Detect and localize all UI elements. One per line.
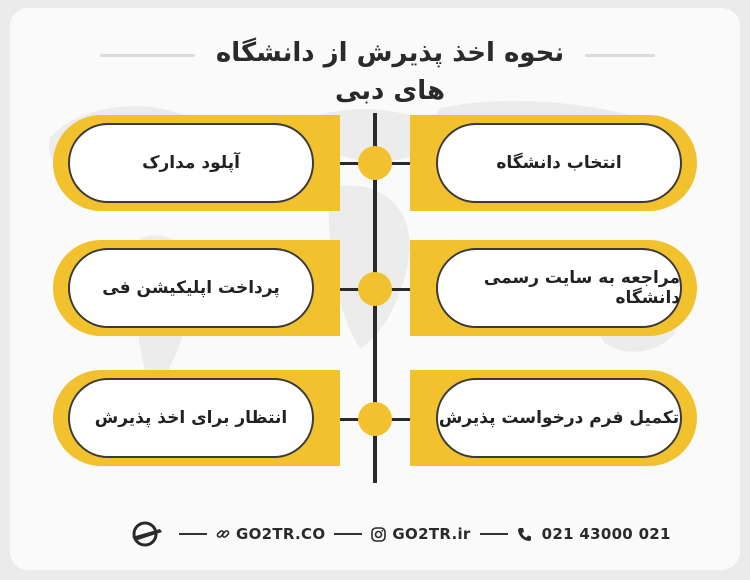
footer-separator-3 (480, 533, 508, 535)
step-right-1 (436, 123, 682, 203)
step-right-3 (436, 378, 682, 458)
link-icon (216, 527, 230, 541)
step-left-1 (68, 123, 314, 203)
infographic-card (10, 8, 740, 570)
step-left-3 (68, 378, 314, 458)
timeline-dot-1 (358, 146, 392, 180)
timeline-dot-3 (358, 402, 392, 436)
footer-phone[interactable]: 021 43000 021 (541, 525, 671, 543)
instagram-icon (371, 527, 386, 542)
title-line-left (100, 54, 195, 57)
step-right-1-label: انتخاب دانشگاه (496, 153, 622, 173)
step-left-2-label: پرداخت اپلیکیشن فی (102, 278, 280, 298)
step-left-3-label: انتظار برای اخذ پذیرش (94, 408, 288, 428)
step-left-2 (68, 248, 314, 328)
timeline-dot-2 (358, 272, 392, 306)
step-left-1-label: آپلود مدارک (142, 153, 240, 173)
step-right-3-label: تکمیل فرم درخواست پذیرش (438, 408, 680, 428)
page-title: نحوه اخذ پذیرش از دانشگاه های دبی (215, 38, 565, 106)
footer-website[interactable]: GO2TR.CO (236, 525, 326, 543)
footer-bar (130, 520, 671, 548)
footer-instagram[interactable]: GO2TR.ir (392, 525, 471, 543)
step-right-2-label: مراجعه به سایت رسمی دانشگاه (483, 268, 680, 308)
title-line-right (585, 54, 655, 57)
footer-separator-2 (334, 533, 362, 535)
step-right-2 (436, 248, 682, 328)
footer-separator-1 (179, 533, 207, 535)
airplane-logo-icon (130, 521, 164, 547)
phone-icon (517, 527, 532, 542)
